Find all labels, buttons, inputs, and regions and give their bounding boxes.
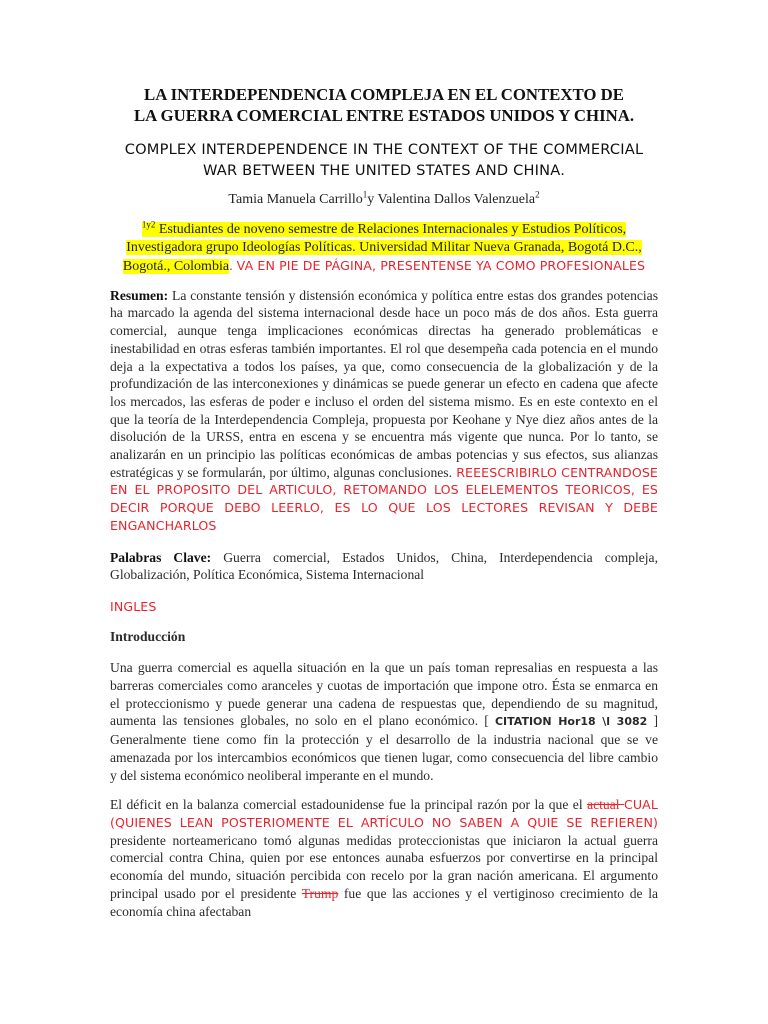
paragraph-1-text-a: Una guerra comercial es aquella situación en la que un país toman represalias en respuesta a las barreras comerciales como aranceles y cuotas de importación que impone otro. Ésta se enmarca en el proteccionismo y puede generar una cadena de respuestas que, dependiendo de su magnitud, aumenta las tensiones globales, no solo en el plano económico. [ — [110, 660, 658, 729]
introduction-paragraph-1 — [110, 659, 658, 784]
author-1: Tamia Manuela Carrillo — [228, 192, 363, 207]
author-1-superscript: 1 — [362, 189, 368, 200]
paragraph-2-text-c: fue que las acciones y el vertiginoso crecimiento de la economía china afectaban — [110, 885, 659, 919]
affiliation-superscript: 1y2 — [141, 219, 156, 230]
author-2: y Valentina Dallos Valenzuela — [367, 192, 536, 207]
document-title — [110, 84, 658, 126]
english-title-line-1: COMPLEX INTERDEPENDENCE IN THE CONTEXT OF THE COMMERCIAL — [124, 141, 644, 158]
paragraph-2-text-b: presidente norteamericano tomó algunas medidas proteccionistas que iniciaron la actual guerra comercial contra China, quien por ese entonces aunaba esfuerzos por convertirse en la principal economía del mundo, situación percibida con recelo por la gran nación americana. El argumento principal usado por el presidente — [110, 832, 658, 901]
title-line-2: LA GUERRA COMERCIAL ENTRE ESTADOS UNIDOS Y CHINA. — [133, 106, 635, 125]
document-page — [110, 84, 658, 920]
title-line-1: LA INTERDEPENDENCIA COMPLEJA EN EL CONTEXTO DE — [144, 85, 624, 104]
abstract-label: Resumen: — [110, 287, 169, 303]
deleted-word-actual: actual — [587, 797, 624, 813]
citation-field[interactable]: CITATION Hor18 \l 3082 — [494, 715, 648, 729]
abstract-review-note: REEESCRIBIRLO CENTRANDOSE EN EL PROPOSITO DEL ARTICULO, RETOMANDO LOS ELELEMENTOS TEORICOS, ES DECIR PORQUE DEBO LEERLO, ES LO QUE LOS LECTORES REVISAN Y DEBE ENGANCHARLOS — [110, 464, 658, 533]
abstract — [110, 287, 658, 535]
affiliation — [110, 221, 658, 276]
keywords-text: Guerra comercial, Estados Unidos, China, Interdependencia compleja, Globalización, Política Económica, Sistema Internacional — [110, 549, 658, 583]
abstract-text: La constante tensión y distensión económica y política entre estas dos grandes potencias ha marcado la agenda del sistema internacional desde hace un poco más de dos años. Esta guerra comercial, aunque tenga implicaciones económicas directas ha generado problemáticas e inestabilidad en otras esferas también importantes. El rol que desempeña cada potencia en el mundo deja a la expectativa a todos los países, ya que, como consecuencia de la globalización y de la profundización de las interconexiones y dinámicas se puede generar un efecto en cadena que afecte los mercados, las esferas de poder e incluso el orden del sistema mismo. Es en este contexto en el que la teoría de la Interdependencia Compleja, propuesta por Keohane y Nye diez años antes de la disolución de la URSS, entra en escena y se encuentra más vigente que nunca. Por lo tanto, se analizarán en un principio las políticas económicas de ambas potencias y sus efectos, sus alianzas estratégicas y se formularán, por último, algunas conclusiones. — [110, 287, 658, 480]
deleted-word-trump: Trump — [301, 885, 339, 901]
paragraph-1-text-b: ] Generalmente tiene como fin la protección y el desarrollo de la industria nacional que se ve amenazada por los intercambios económicos que tienen lugar, como consecuencia del libre cambio y del sistema económico neoliberal imperante en el mundo. — [110, 713, 658, 783]
affiliation-review-note: VA EN PIE DE PÁGINA, PRESENTENSE YA COMO PROFESIONALES — [232, 257, 646, 273]
english-title — [110, 139, 658, 181]
author-2-superscript: 2 — [535, 189, 540, 200]
paragraph-2-text-a: El déficit en la balanza comercial estadounidense fue la principal razón por la que el — [110, 797, 588, 813]
authors-line — [110, 191, 658, 209]
keywords-label: Palabras Clave: — [110, 549, 212, 565]
ingles-review-note: INGLES — [110, 598, 157, 614]
paragraph-2-review-note: CUAL (QUIENES LEAN POSTERIOMENTE EL ARTÍCULO NO SABEN A QUIE SE REFIEREN) — [110, 797, 658, 830]
english-title-line-2: WAR BETWEEN THE UNITED STATES AND CHINA. — [202, 162, 566, 179]
affiliation-text: Estudiantes de noveno semestre de Relaciones Internacionales y Estudios Políticos, Investigadora grupo Ideologías Políticas. Universidad Militar Nueva Granada, Bogotá D.C., Bogotá., Colombia — [122, 221, 642, 274]
keywords — [110, 549, 658, 584]
affiliation-dot: . — [229, 258, 233, 274]
introduction-heading: Introducción — [110, 628, 186, 644]
introduction-paragraph-2 — [110, 796, 658, 920]
